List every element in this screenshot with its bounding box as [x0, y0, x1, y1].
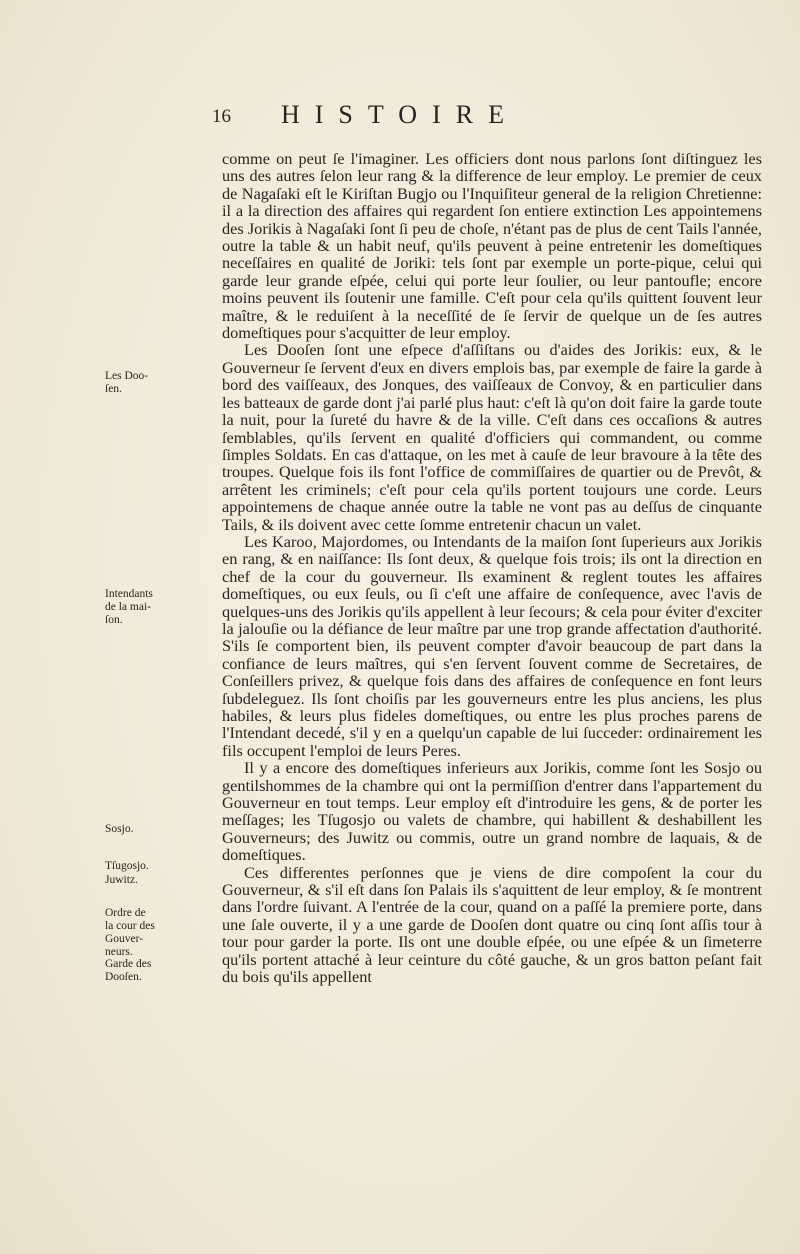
margin-note-doosen: Les Doo- ſen. [105, 370, 149, 395]
margin-note-intendants: Intendants de la mai- ſon. [105, 588, 153, 626]
margin-note-sosjo: Sosjo. [105, 823, 134, 835]
margin-note-ordre-cour: Ordre de la cour des Gouver- neurs. [105, 907, 155, 958]
margin-note-garde-doosen: Garde des Dooſen. [105, 958, 152, 983]
paragraph: Il y a encore des domeſtiques inferieurs aux Jorikis, comme ſont les Sosjo ou gentilshommes de la chambre qui ont la permiſſion d'entrer dans l'appartement du Gouverneur en tout temps. Leur employ eſt d'introduire les gens, & de porter les meſſages; les Tſugosjo ou valets de chambre, qui habillent & deshabillent les Gouverneurs; des Juwitz ou commis, outre un grand nombre de laquais, & de domeſtiques. [222, 758, 762, 865]
margin-note-tsugosjo: Tſugosjo. [105, 860, 149, 872]
page-number: 16 [212, 106, 231, 127]
page-header [0, 100, 800, 140]
running-title: HISTOIRE [281, 100, 519, 129]
paragraph: Ces differentes perſonnes que je viens de dire compoſent la cour du Gouverneur, & s'il eſt dans ſon Palais ils s'aquittent de leur employ, & ſe montrent dans l'ordre ſuivant. A l'entrée de la cour, quand on a paſſé la premiere porte, dans une ſale ouverte, il y a une garde de Dooſen dont quatre ou cinq ſont aſſis tour à tour pour garder la porte. Ils ont une double eſpée, ou une eſpée & un ſimeterre qu'ils portent attaché à leur ceinture du côté gauche, & un gros batton peſant fait du bois qu'ils appellent [222, 862, 762, 987]
paragraph: Les Dooſen ſont une eſpece d'aſſiſtans ou d'aides des Jorikis: eux, & le Gouverneur ſe ſervent d'eux en divers emplois bas, par exemple de faire la garde à bord des vaiſſeaux, des Jonques, des vaiſſeaux de Convoy, & en particulier dans les batteaux de garde dont j'ai parlé plus haut: c'eſt là qu'on doit faire la garde toute la nuit, pour la ſureté du havre & de la ville. C'eſt dans ces occaſions & autres ſemblables, qu'ils ſervent en qualité d'officiers qui commandent, ou comme ſimples Soldats. En cas d'attaque, on les met à cauſe de leur bravoure à la tête des troupes. Quelque fois ils font l'office de commiſſaires de quartier ou de Prevôt, & arrêtent les criminels; c'eſt pour cela qu'ils portent toujours une corde. Leurs appointemens de chaque année outre la table ne vont pas au deſſus de cinquante Tails, & ils doivent avec cette ſomme entretenir chacun un valet. [222, 340, 762, 534]
paragraph: Les Karoo, Majordomes, ou Intendants de la maiſon ſont ſuperieurs aux Jorikis en rang, & en naiſſance: Ils ſont deux, & quelque fois trois; ils ont la direction en chef de la cour du gouverneur. Ils examinent & reglent toutes les affaires domeſtiques, ou eux ſeuls, ou ſi c'eſt une affaire de conſequence, avec l'avis de quelques-uns des Jorikis qu'ils appellent à leur ſecours; & cela pour éviter d'exciter la jalouſie ou la défiance de leur maître par une trop grande affectation d'authorité. S'ils ſe comportent bien, ils peuvent compter d'avoir beaucoup de part dans la confiance de leurs maîtres, qui s'en ſervent ſouvent comme de Secretaires, de Conſeillers privez, & quelque fois dans des affaires de conſequence en font leurs ſubdeleguez. Ils ſont choiſis par les gouverneurs entre les plus anciens, les plus habiles, & leurs plus fideles domeſtiques, ou entre les plus proches parens de l'Intendant decedé, s'il y en a quelqu'un capable de lui ſucceder: ordinairement les fils occupent l'emploi de leurs Peres. [222, 531, 762, 760]
paragraph: comme on peut ſe l'imaginer. Les officiers dont nous parlons ſont diſtinguez les uns des autres ſelon leur rang & la difference de leur employ. Le premier de ceux de Nagaſaki eſt le Kiriſtan Bugjo ou l'Inquiſiteur general de la religion Chretienne: il a la direction des affaires qui regardent ſon entiere extinction Les appointemens des Jorikis à Nagaſaki ſont ſi peu de choſe, n'étant pas de plus de cent Tails l'année, outre la table & un habit neuf, qu'ils peuvent à peine entretenir les domeſtiques neceſſaires en qualité de Joriki: tels ſont par exemple un porte-pique, celui qui garde leur grande eſpée, celui qui porte leur ſoulier, ou leur pantoufle; encore moins peuvent ils ſoutenir une famille. C'eſt pour cela qu'ils quittent ſouvent leur maître, & le reduiſent à la neceſſité de ſe ſervir de quelque un de ſes autres domeſtiques pour s'acquitter de leur employ. [222, 149, 762, 343]
body-text [222, 150, 762, 986]
margin-note-juwitz: Juwitz. [105, 874, 138, 886]
